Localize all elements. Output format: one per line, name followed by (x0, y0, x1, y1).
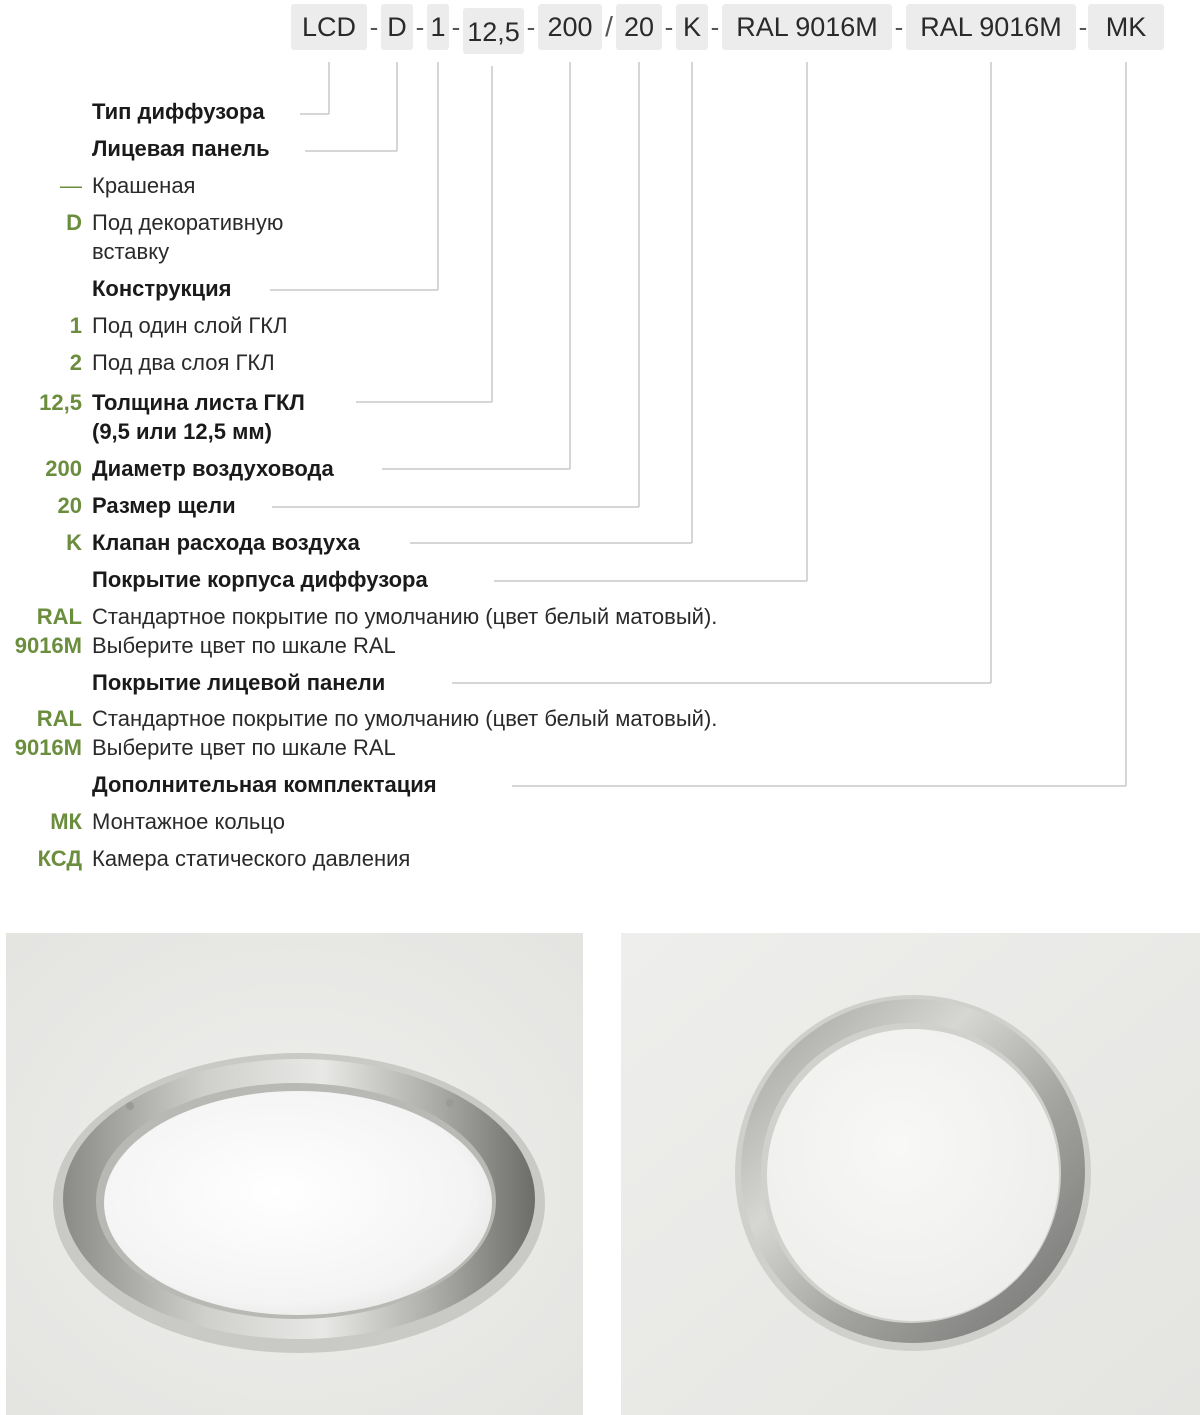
legend-label-panel-ral-2: Выберите цвет по шкале RAL (92, 735, 396, 760)
legend-label-body-coating: Покрытие корпуса диффузора (92, 565, 434, 594)
code-separator: - (894, 12, 904, 42)
legend-code-body-ral-2: 9016M (14, 633, 82, 658)
legend-code-painted: — (60, 173, 82, 198)
legend-label-two-layers: Под два слоя ГКЛ (92, 350, 275, 375)
code-part-valve: K (676, 4, 708, 50)
legend-code-body-ral: RAL (36, 604, 82, 629)
legend-code-decor: D (66, 210, 82, 235)
legend-label-extras: Дополнительная комплектация (92, 770, 443, 799)
legend-code-plenum: КСД (37, 846, 82, 871)
legend-label-face-panel: Лицевая панель (92, 134, 276, 163)
round-diffuser-front-photo (621, 933, 1200, 1415)
code-separator: - (451, 12, 461, 42)
code-separator: - (415, 12, 425, 42)
legend-label-construction: Конструкция (92, 274, 237, 303)
legend-code-two-layers: 2 (69, 350, 82, 375)
legend-code-mounting-ring: МК (50, 809, 82, 834)
legend-label-plenum: Камера статического давления (92, 846, 411, 871)
code-part-type: LCD (291, 4, 367, 50)
legend-code-slot: 20 (57, 493, 82, 518)
legend-label-valve: Клапан расхода воздуха (92, 528, 366, 557)
code-part-body-coating: RAL 9016M (722, 4, 892, 50)
legend-code-panel-ral-2: 9016M (14, 735, 82, 760)
legend-label-decor: Под декоративную (92, 210, 284, 235)
legend-code-valve: K (66, 530, 82, 555)
legend-label-decor-2: вставку (92, 239, 170, 264)
legend-code-thickness: 12,5 (39, 390, 82, 415)
legend-label-diameter: Диаметр воздуховода (92, 454, 340, 483)
legend-label-panel-ral: Стандартное покрытие по умолчанию (цвет белый матовый). (92, 706, 718, 731)
code-separator: - (710, 12, 720, 42)
legend-code-one-layer: 1 (69, 313, 82, 338)
code-separator: - (664, 12, 674, 42)
code-part-construction: 1 (427, 4, 449, 50)
code-separator-slash: / (605, 11, 613, 42)
legend-label-slot: Размер щели (92, 491, 242, 520)
code-part-slot: 20 (616, 4, 662, 50)
code-part-thickness: 12,5 (463, 8, 524, 54)
legend-label-thickness-2: (9,5 или 12,5 мм) (92, 417, 278, 446)
code-part-panel-coating: RAL 9016M (906, 4, 1076, 50)
legend-label-body-ral-2: Выберите цвет по шкале RAL (92, 633, 396, 658)
code-part-extras: MK (1088, 4, 1164, 50)
code-separator: - (526, 12, 536, 42)
legend-label-thickness: Толщина листа ГКЛ (92, 388, 311, 417)
code-separator: - (369, 12, 379, 42)
code-part-panel: D (381, 4, 413, 50)
code-part-diameter: 200 (538, 4, 602, 50)
code-separator: - (1078, 12, 1088, 42)
legend-label-mounting-ring: Монтажное кольцо (92, 809, 285, 834)
legend-code-panel-ral: RAL (36, 706, 82, 731)
legend-label-panel-coating: Покрытие лицевой панели (92, 668, 391, 697)
round-diffuser-angled-photo (6, 933, 583, 1415)
legend-label-painted: Крашеная (92, 173, 196, 198)
legend-label-one-layer: Под один слой ГКЛ (92, 313, 288, 338)
legend-label-body-ral: Стандартное покрытие по умолчанию (цвет белый матовый). (92, 604, 718, 629)
legend-label-diffuser-type: Тип диффузора (92, 97, 271, 126)
legend-code-diameter: 200 (45, 456, 82, 481)
